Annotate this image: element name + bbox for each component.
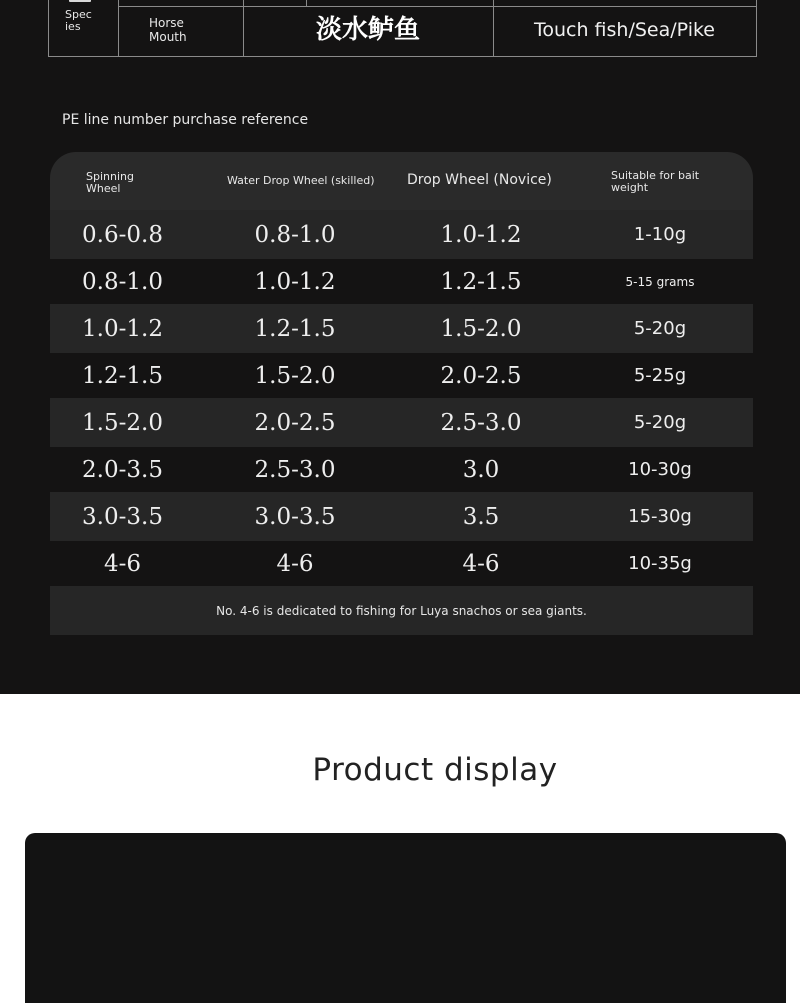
- table-row: [50, 304, 753, 353]
- drop-novice-cell: 2.5-3.0: [440, 409, 522, 436]
- table-row: [50, 447, 753, 492]
- bait-weight-cell: 5-25g: [633, 365, 687, 386]
- spinning-cell: 1.5-2.0: [82, 409, 163, 436]
- species-label: Spec ies: [65, 8, 92, 33]
- water-drop-cell: 1.2-1.5: [254, 315, 336, 342]
- product-display-panel: [25, 833, 786, 1003]
- touch-fish-label: Touch fish/Sea/Pike: [533, 19, 715, 41]
- pe-reference-title: PE line number purchase reference: [62, 112, 309, 128]
- bait-weight-cell: 5-20g: [633, 412, 687, 433]
- drop-novice-cell: 3.0: [462, 456, 500, 483]
- water-drop-cell: 1.0-1.2: [254, 268, 336, 295]
- spinning-cell: 0.6-0.8: [82, 221, 163, 248]
- drop-novice-cell: 1.2-1.5: [440, 268, 522, 295]
- drop-novice-cell: 4-6: [462, 550, 500, 577]
- water-drop-cell: 4-6: [276, 550, 314, 577]
- table-row: [50, 541, 753, 586]
- spinning-cell: 1.2-1.5: [82, 362, 163, 389]
- horse-mouth-label: Horse Mouth: [149, 16, 187, 44]
- pe-table-header: [50, 152, 753, 210]
- table-divider: [306, 0, 307, 6]
- drop-novice-cell: 3.5: [462, 503, 500, 530]
- species-icon: [69, 0, 91, 2]
- water-drop-cell: 2.5-3.0: [254, 456, 336, 483]
- header-drop-wheel-novice: Drop Wheel (Novice): [407, 172, 552, 188]
- pe-table-note: No. 4-6 is dedicated to fishing for Luya snachos or sea giants.: [50, 586, 753, 635]
- bait-weight-cell: 15-30g: [628, 506, 692, 527]
- header-water-drop-wheel: Water Drop Wheel (skilled): [227, 174, 375, 187]
- product-display-title: Product display: [312, 752, 558, 788]
- drop-novice-cell: 1.0-1.2: [440, 221, 522, 248]
- drop-novice-cell: 2.0-2.5: [440, 362, 522, 389]
- bait-weight-cell: 5-15 grams: [625, 274, 695, 289]
- water-drop-cell: 2.0-2.5: [254, 409, 336, 436]
- pe-line-table: [50, 152, 753, 635]
- bait-weight-cell: 5-20g: [633, 318, 687, 339]
- freshwater-bass-label: 淡水鲈鱼: [315, 15, 420, 45]
- water-drop-cell: 1.5-2.0: [254, 362, 336, 389]
- table-row: [50, 210, 753, 259]
- spinning-cell: 3.0-3.5: [82, 503, 163, 530]
- spinning-cell: 1.0-1.2: [82, 315, 163, 342]
- drop-novice-cell: 1.5-2.0: [440, 315, 522, 342]
- table-divider: [118, 0, 119, 56]
- bait-weight-cell: 10-35g: [628, 553, 692, 574]
- table-row: [50, 259, 753, 304]
- table-divider: [118, 6, 756, 7]
- water-drop-cell: 0.8-1.0: [254, 221, 336, 248]
- bait-weight-cell: 1-10g: [633, 224, 687, 245]
- header-bait-weight: Suitable for bait weight: [611, 169, 700, 194]
- table-row: [50, 353, 753, 398]
- spinning-cell: 0.8-1.0: [82, 268, 163, 295]
- header-spinning-wheel: Spinning Wheel: [86, 170, 134, 195]
- table-row: [50, 398, 753, 447]
- water-drop-cell: 3.0-3.5: [254, 503, 336, 530]
- spinning-cell: 4-6: [103, 550, 142, 577]
- species-table: [48, 0, 757, 57]
- spinning-cell: 2.0-3.5: [82, 456, 163, 483]
- table-row: [50, 492, 753, 541]
- bait-weight-cell: 10-30g: [628, 459, 692, 480]
